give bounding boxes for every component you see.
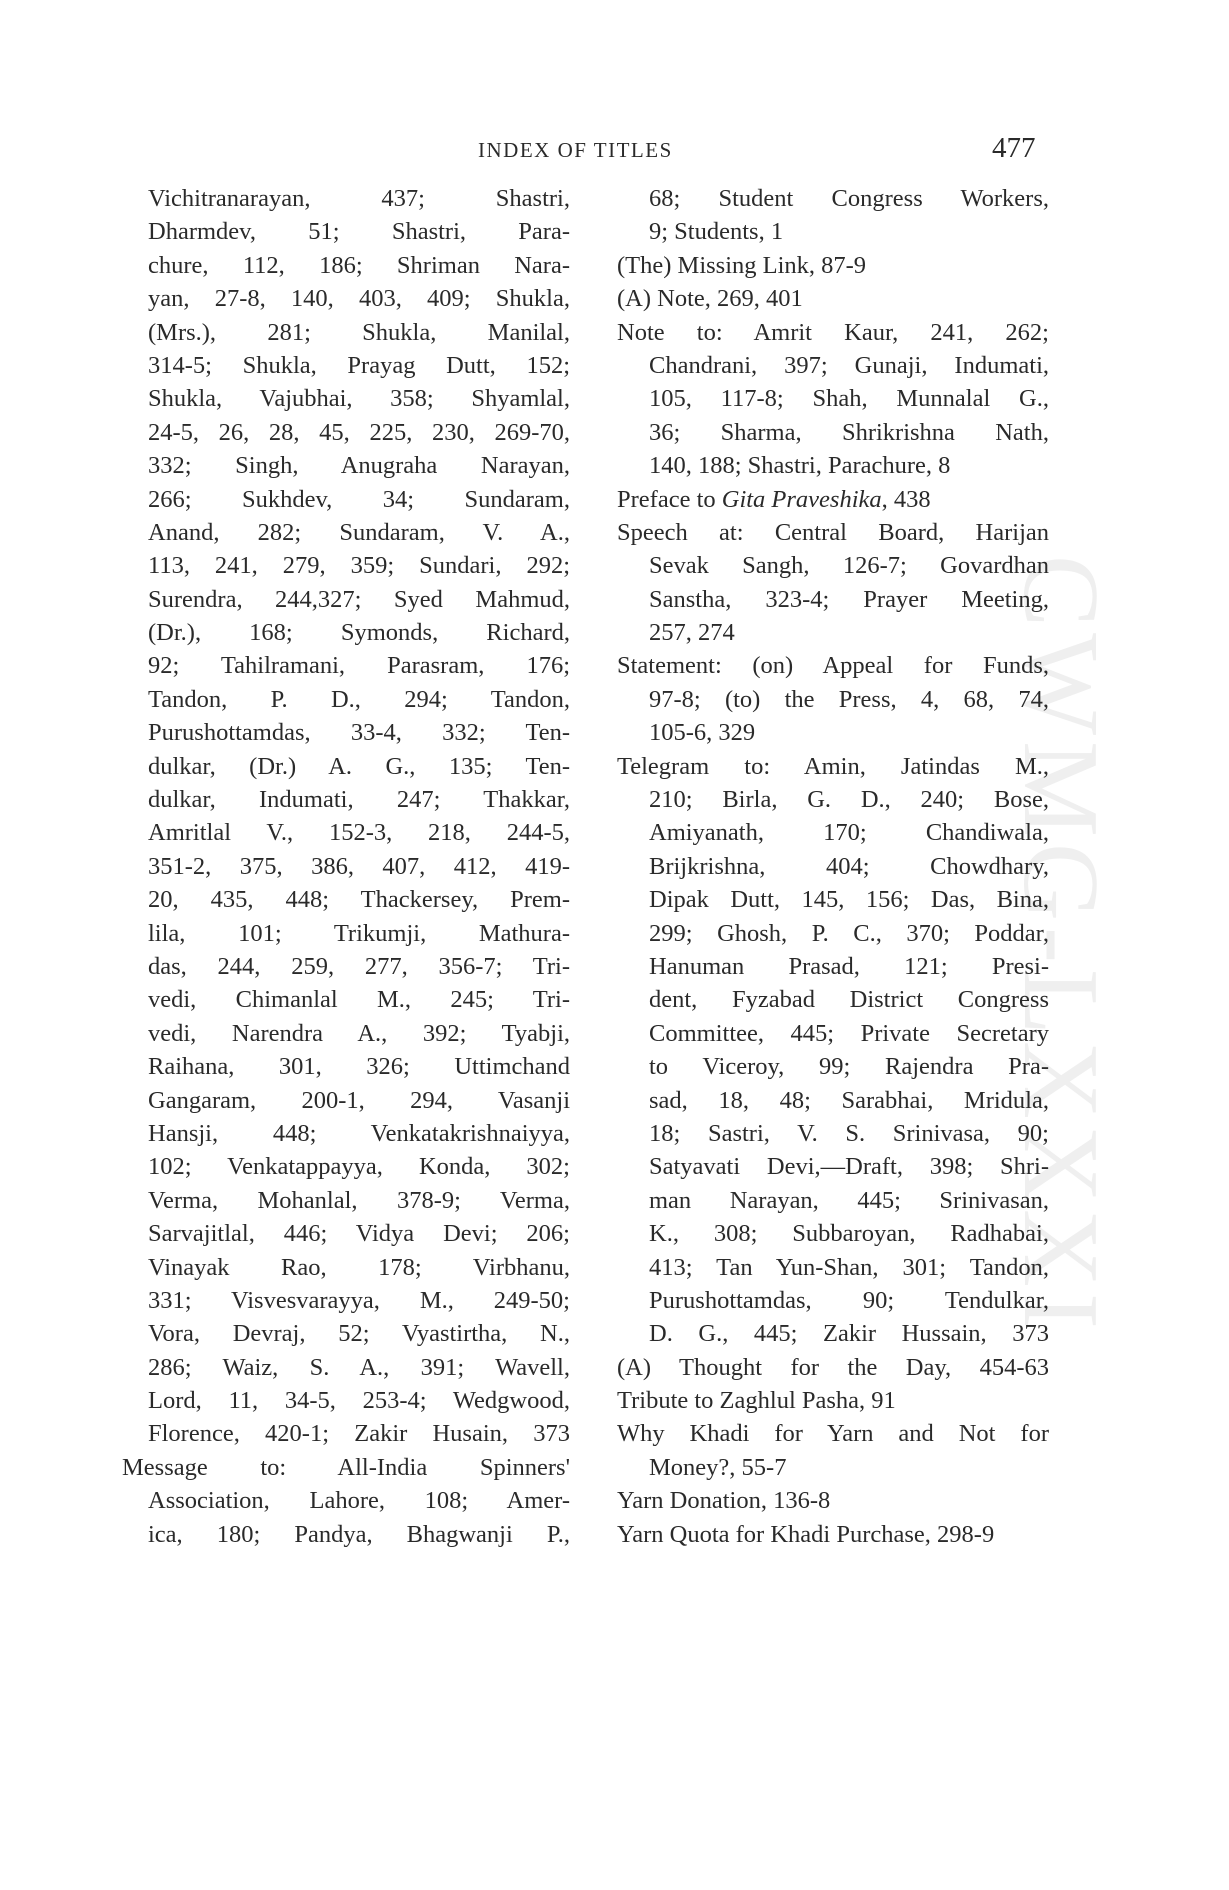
index-line: Statement: (on) Appeal for Funds, (617, 652, 1049, 680)
index-line: das, 244, 259, 277, 356-7; Tri- (148, 952, 570, 980)
index-line: Brijkrishna, 404; Chowdhary, (649, 852, 1049, 880)
running-header (0, 134, 1229, 164)
index-line: Hanuman Prasad, 121; Presi- (649, 952, 1049, 980)
index-line: 102; Venkatappayya, Konda, 302; (148, 1153, 570, 1181)
index-line: Preface to Gita Praveshika, 438 (617, 485, 931, 513)
index-line: vedi, Narendra A., 392; Tyabji, (148, 1019, 570, 1047)
index-line: 68; Student Congress Workers, (649, 185, 1049, 212)
index-line: man Narayan, 445; Srinivasan, (649, 1186, 1049, 1214)
index-line: Tribute to Zaghlul Pasha, 91 (617, 1387, 896, 1415)
index-line: 20, 435, 448; Thackersey, Prem- (148, 886, 570, 914)
index-line: Satyavati Devi,—Draft, 398; Shri- (649, 1153, 1049, 1181)
index-line: (The) Missing Link, 87-9 (617, 251, 867, 279)
index-line: Raihana, 301, 326; Uttimchand (148, 1053, 570, 1081)
index-line: dulkar, (Dr.) A. G., 135; Ten- (148, 752, 570, 780)
index-line: Florence, 420-1; Zakir Husain, 373 (148, 1420, 570, 1448)
index-line: 413; Tan Yun-Shan, 301; Tandon, (649, 1253, 1049, 1281)
index-line: Why Khadi for Yarn and Not for (617, 1420, 1049, 1448)
index-line: 140, 188; Shastri, Parachure, 8 (649, 452, 951, 480)
index-line: Anand, 282; Sundaram, V. A., (148, 518, 570, 546)
index-line: Sanstha, 323-4; Prayer Meeting, (649, 585, 1049, 613)
index-line: Dipak Dutt, 145, 156; Das, Bina, (649, 886, 1049, 914)
index-line: vedi, Chimanlal M., 245; Tri- (148, 986, 570, 1014)
index-line: (Mrs.), 281; Shukla, Manilal, (148, 318, 570, 346)
index-line: Note to: Amrit Kaur, 241, 262; (617, 318, 1049, 346)
index-line: Amiyanath, 170; Chandiwala, (649, 819, 1049, 847)
index-line: 97-8; (to) the Press, 4, 68, 74, (649, 685, 1049, 713)
index-line: D. G., 445; Zakir Hussain, 373 (649, 1320, 1049, 1348)
index-line: Sarvajitlal, 446; Vidya Devi; 206; (148, 1220, 570, 1248)
index-line: Vinayak Rao, 178; Virbhanu, (148, 1253, 570, 1281)
page-title: INDEX OF TITLES (478, 138, 673, 162)
index-line: lila, 101; Trikumji, Mathura- (148, 919, 570, 947)
index-line: 9; Students, 1 (649, 218, 784, 246)
index-line: Message to: All-India Spinners' (122, 1453, 570, 1481)
index-line: Telegram to: Amin, Jatindas M., (617, 752, 1049, 780)
index-line: Yarn Donation, 136-8 (617, 1487, 831, 1515)
index-line: 36; Sharma, Shrikrishna Nath, (649, 418, 1049, 446)
index-column-left (122, 182, 570, 1551)
index-line: yan, 27-8, 140, 403, 409; Shukla, (148, 285, 570, 313)
index-line: 266; Sukhdev, 34; Sundaram, (148, 485, 570, 513)
index-line: 105, 117-8; Shah, Munnalal G., (649, 385, 1049, 413)
index-line: Hansji, 448; Venkatakrishnaiyya, (148, 1119, 570, 1147)
index-line: Money?, 55-7 (649, 1453, 787, 1481)
index-line: 332; Singh, Anugraha Narayan, (148, 452, 570, 480)
index-line: Purushottamdas, 90; Tendulkar, (649, 1286, 1049, 1314)
index-line: Gangaram, 200-1, 294, Vasanji (148, 1086, 570, 1114)
index-line: 105-6, 329 (649, 719, 756, 747)
index-line: 92; Tahilramani, Parasram, 176; (148, 652, 570, 680)
index-line: 299; Ghosh, P. C., 370; Poddar, (649, 919, 1049, 947)
index-line: chure, 112, 186; Shriman Nara- (148, 251, 570, 279)
index-line: (A) Note, 269, 401 (617, 285, 803, 313)
watermark-text: CWMG-LXXXI (1001, 555, 1120, 1335)
index-line: Chandrani, 397; Gunaji, Indumati, (649, 351, 1049, 379)
index-line: to Viceroy, 99; Rajendra Pra- (649, 1053, 1049, 1081)
index-line: Tandon, P. D., 294; Tandon, (148, 685, 570, 713)
index-line: Lord, 11, 34-5, 253-4; Wedgwood, (148, 1387, 570, 1415)
index-line: Dharmdev, 51; Shastri, Para- (148, 218, 570, 246)
index-line: Amritlal V., 152-3, 218, 244-5, (148, 819, 570, 847)
index-line: 113, 241, 279, 359; Sundari, 292; (148, 552, 570, 580)
index-line: sad, 18, 48; Sarabhai, Mridula, (649, 1086, 1049, 1114)
index-line: 24-5, 26, 28, 45, 225, 230, 269-70, (148, 418, 570, 446)
page-number: 477 (992, 132, 1036, 164)
index-line: dent, Fyzabad District Congress (649, 986, 1049, 1014)
index-line: (Dr.), 168; Symonds, Richard, (148, 619, 570, 647)
index-line: Association, Lahore, 108; Amer- (148, 1487, 570, 1515)
index-line: 210; Birla, G. D., 240; Bose, (649, 786, 1049, 814)
index-line: Speech at: Central Board, Harijan (617, 518, 1049, 546)
index-line: 286; Waiz, S. A., 391; Wavell, (148, 1353, 570, 1381)
index-line: 331; Visvesvarayya, M., 249-50; (148, 1286, 570, 1314)
index-line: 257, 274 (649, 619, 735, 647)
index-line: ica, 180; Pandya, Bhagwanji P., (148, 1520, 570, 1548)
index-line: (A) Thought for the Day, 454-63 (617, 1353, 1049, 1381)
index-column-right (617, 182, 1049, 1551)
index-line: 18; Sastri, V. S. Srinivasa, 90; (649, 1119, 1049, 1147)
index-line: Purushottamdas, 33-4, 332; Ten- (148, 719, 570, 747)
index-line: Sevak Sangh, 126-7; Govardhan (649, 552, 1049, 580)
index-line: Shukla, Vajubhai, 358; Shyamlal, (148, 385, 570, 413)
index-line: Yarn Quota for Khadi Purchase, 298-9 (617, 1520, 995, 1548)
index-line: Vichitranarayan, 437; Shastri, (148, 185, 570, 212)
index-line: K., 308; Subbaroyan, Radhabai, (649, 1220, 1049, 1248)
index-line: 314-5; Shukla, Prayag Dutt, 152; (148, 351, 570, 379)
index-line: 351-2, 375, 386, 407, 412, 419- (148, 852, 570, 880)
index-line: dulkar, Indumati, 247; Thakkar, (148, 786, 570, 814)
index-line: Vora, Devraj, 52; Vyastirtha, N., (148, 1320, 570, 1348)
index-line: Verma, Mohanlal, 378-9; Verma, (148, 1186, 570, 1214)
index-line: Committee, 445; Private Secretary (649, 1019, 1049, 1047)
index-line: Surendra, 244,327; Syed Mahmud, (148, 585, 570, 613)
